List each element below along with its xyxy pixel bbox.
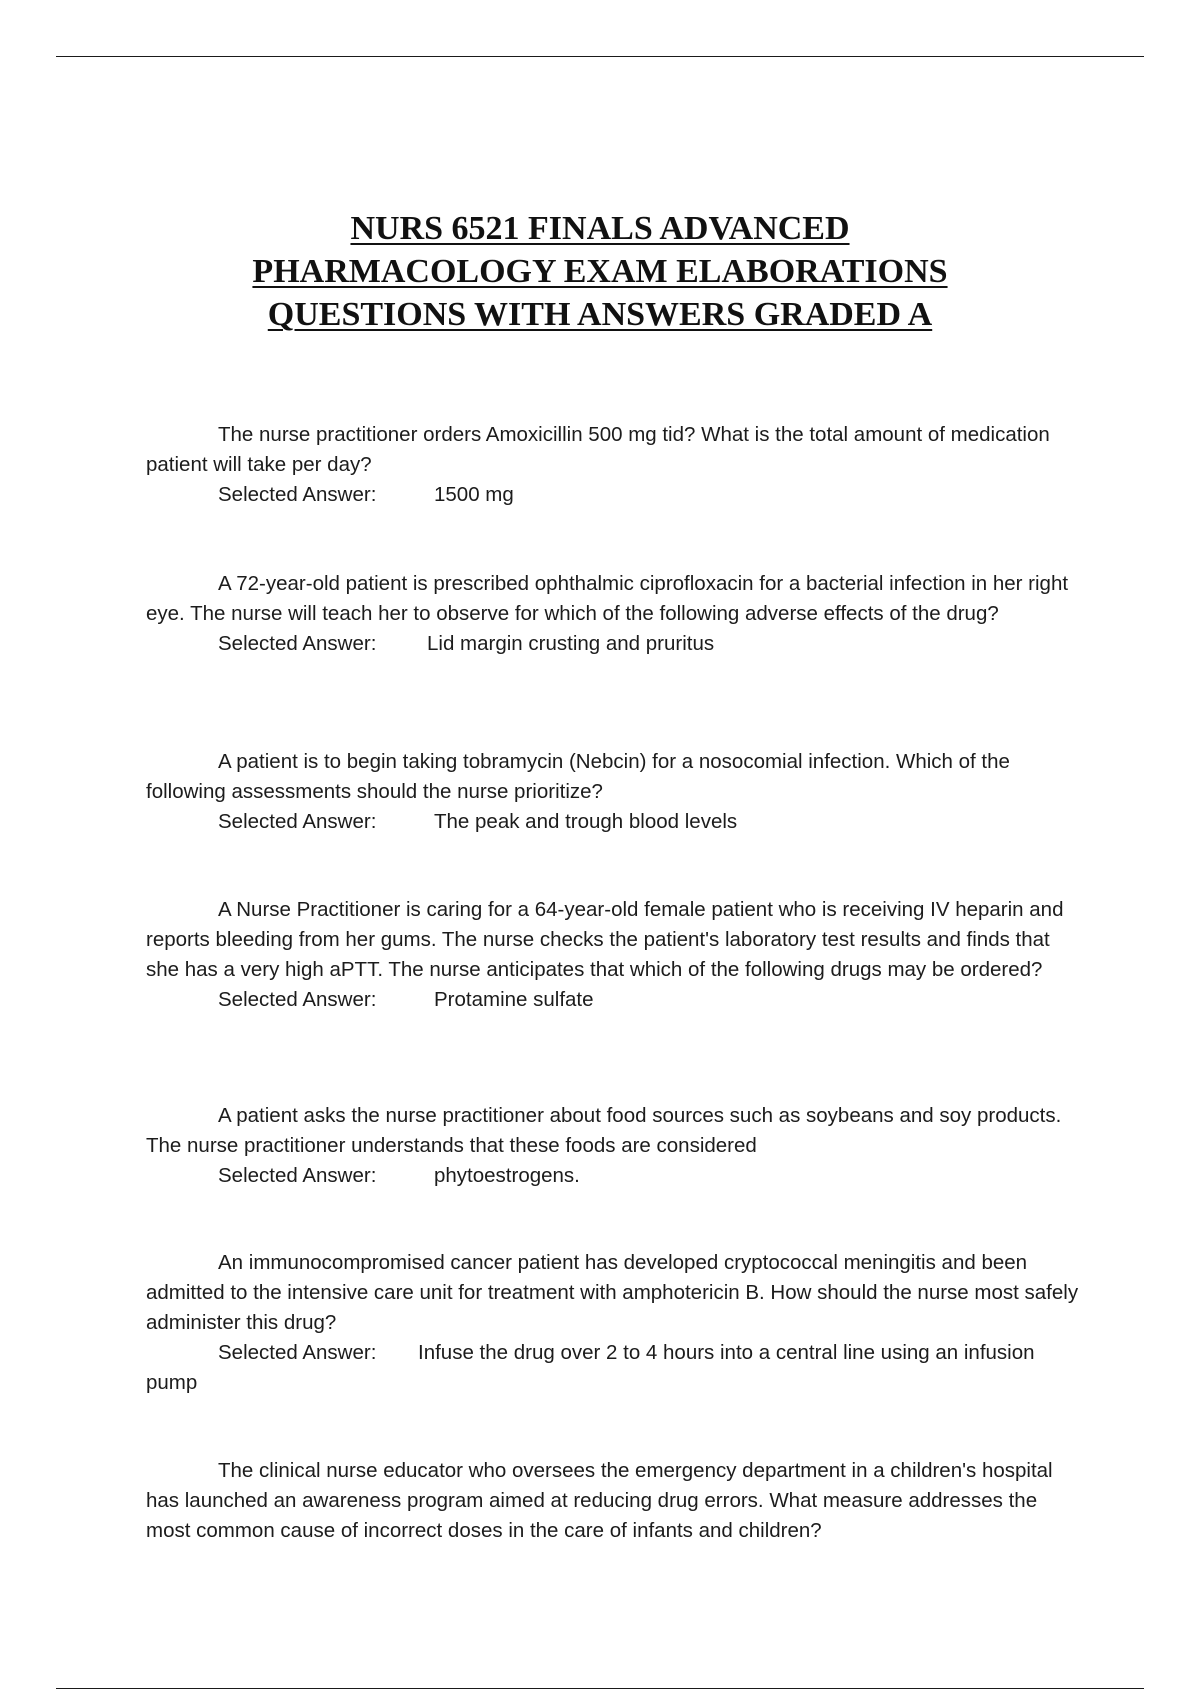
title-line: PHARMACOLOGY EXAM ELABORATIONS xyxy=(252,253,948,290)
question-text: A 72-year-old patient is prescribed ophthalmic ciprofloxacin for a bacterial infection in her right eye. The nurse will teach her to observe for which of the following adverse effects of the drug? xyxy=(146,572,1069,625)
question-block xyxy=(146,420,1086,510)
answer-label: Selected Answer: xyxy=(218,1341,377,1364)
title-line: NURS 6521 FINALS ADVANCED xyxy=(350,210,850,247)
selected-answer xyxy=(146,985,1086,1015)
selected-answer xyxy=(146,807,1086,837)
answer-label: Selected Answer: xyxy=(218,810,377,833)
question-block xyxy=(146,1101,1086,1191)
question-block xyxy=(146,895,1086,1015)
answer-label: Selected Answer: xyxy=(218,632,377,655)
question-block xyxy=(146,569,1086,659)
selected-answer xyxy=(146,629,1086,659)
question-block xyxy=(146,1456,1086,1546)
selected-answer xyxy=(146,1161,1086,1191)
answer-value: The peak and trough blood levels xyxy=(434,810,738,833)
question-text: A patient is to begin taking tobramycin (Nebcin) for a nosocomial infection. Which of the following assessments should the nurse prioritize? xyxy=(146,750,1010,803)
question-text: The nurse practitioner orders Amoxicillin 500 mg tid? What is the total amount of medication patient will take per day? xyxy=(146,423,1050,476)
answer-value: 1500 mg xyxy=(434,483,514,506)
title-line: QUESTIONS WITH ANSWERS GRADED A xyxy=(267,296,933,333)
answer-value: Protamine sulfate xyxy=(434,988,594,1011)
question-block xyxy=(146,1248,1086,1398)
header-rule xyxy=(56,56,1144,57)
answer-value: Infuse the drug over 2 to 4 hours into a central line using an infusion pump xyxy=(146,1341,1035,1394)
answer-label: Selected Answer: xyxy=(218,1164,377,1187)
answer-value: phytoestrogens. xyxy=(434,1164,580,1187)
question-text: An immunocompromised cancer patient has developed cryptococcal meningitis and been admitted to the intensive care unit for treatment with amphotericin B. How should the nurse most safely administer this drug? xyxy=(146,1251,1079,1334)
document-title xyxy=(0,207,1200,336)
answer-value: Lid margin crusting and pruritus xyxy=(427,632,715,655)
answer-label: Selected Answer: xyxy=(218,988,377,1011)
question-block xyxy=(146,747,1086,837)
answer-label: Selected Answer: xyxy=(218,483,377,506)
selected-answer xyxy=(146,480,1086,510)
question-text: A patient asks the nurse practitioner about food sources such as soybeans and soy products. The nurse practitioner understands that these foods are considered xyxy=(146,1104,1062,1157)
selected-answer xyxy=(146,1338,1086,1398)
question-text: The clinical nurse educator who oversees the emergency department in a children's hospital has launched an awareness program aimed at reducing drug errors. What measure addresses the most common cause of incorrect doses in the care of infants and children? xyxy=(146,1459,1053,1542)
footer-rule xyxy=(56,1688,1144,1689)
question-text: A Nurse Practitioner is caring for a 64-year-old female patient who is receiving IV heparin and reports bleeding from her gums. The nurse checks the patient's laboratory test results and finds that she has a very high aPTT. The nurse anticipates that which of the following drugs may be ordered? xyxy=(146,898,1064,981)
